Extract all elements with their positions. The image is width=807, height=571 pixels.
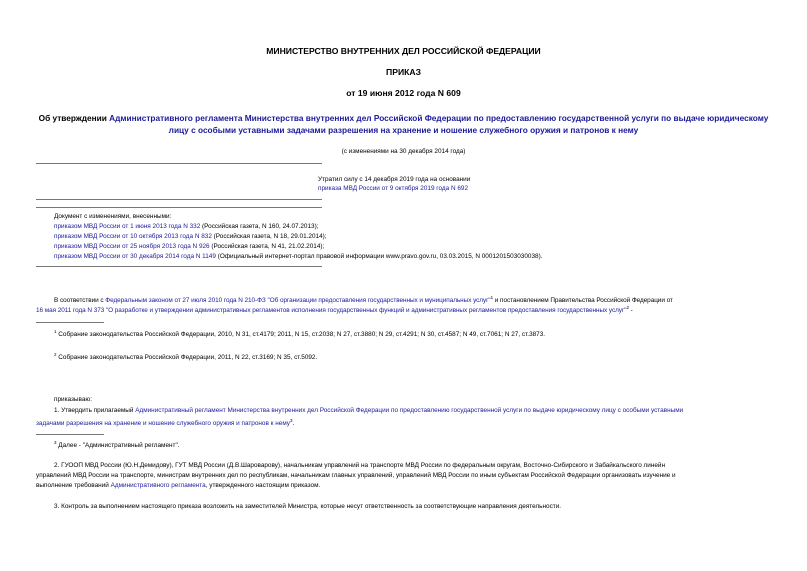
footnote-number: 3	[54, 440, 57, 445]
footnote-text: Собрание законодательства Российской Федерации, 2011, N 22, ст.3169; N 35, ст.5092.	[58, 354, 318, 362]
title-link[interactable]: Административного регламента Министерства внутренних дел Российской Федерации по предоставлению государственной услуги по выдаче юридическому лицу с особыми уставными задачами разрешения на хранение и ношение служебного оружия и патронов к нему	[109, 113, 769, 135]
footnote-3	[54, 438, 180, 450]
footnote-divider	[36, 434, 104, 435]
item-2-start: выполнение требований	[36, 482, 111, 489]
amendment-item	[54, 252, 543, 261]
document-title	[30, 112, 777, 136]
amendment-link[interactable]: приказом МВД России от 30 декабря 2014 года N 1149	[54, 253, 216, 260]
amendment-source: (Российская газета, N 18, 29.01.2014);	[211, 233, 327, 240]
amendment-item	[54, 242, 324, 251]
ministry-heading: МИНИСТЕРСТВО ВНУТРЕННИХ ДЕЛ РОССИЙСКОЙ ФЕДЕРАЦИИ	[266, 46, 541, 56]
item-2-end: , утвержденного настоящим приказом.	[205, 482, 321, 489]
date-number: от 19 июня 2012 года N 609	[346, 88, 461, 98]
doc-type-heading: ПРИКАЗ	[386, 67, 421, 77]
footnote-divider	[36, 322, 104, 323]
regulation-ref-link[interactable]: Административного регламента	[110, 482, 206, 489]
footnote-number: 1	[54, 329, 57, 334]
orders-word: приказываю:	[54, 396, 92, 403]
item-2-line-2: управлений МВД России на транспорте, министрам внутренних дел по республикам, начальникам главных управлений, управлений МВД России по иным субъектам Российской Федерации организовать изучение и	[36, 472, 676, 479]
regulation-link[interactable]: Административный регламент Министерства внутренних дел Российской Федерации по предоставлению государственной услуги по выдаче юридическому лицу с особыми уставными	[135, 407, 684, 414]
footnote-ref[interactable]: 3	[289, 418, 293, 423]
preamble-line-2	[36, 303, 633, 315]
preamble-mid: и постановлением Правительства Российской Федерации от	[493, 297, 673, 305]
divider	[36, 199, 322, 200]
expired-link[interactable]: приказа МВД России от 9 октября 2019 года N 692	[318, 185, 468, 192]
footnote-2	[54, 350, 317, 362]
footnote-text: Далее - "Административный регламент".	[58, 442, 180, 450]
amendment-link[interactable]: приказом МВД России от 10 октября 2013 года N 832	[54, 233, 212, 240]
expired-line: Утратил силу с 14 декабря 2019 года на основании	[318, 176, 471, 183]
preamble-start: В соответствии с	[54, 297, 106, 305]
amendment-source: (Российская газета, N 160, 24.07.2013);	[200, 223, 319, 230]
amendment-item	[54, 222, 318, 231]
footnote-ref[interactable]: 2	[626, 305, 629, 310]
item-1-start: 1. Утвердить прилагаемый	[54, 407, 136, 414]
amendment-link[interactable]: приказом МВД России от 1 июня 2013 года N 332	[54, 223, 201, 230]
footnote-ref[interactable]: 1	[490, 295, 494, 300]
government-decree-link[interactable]: 16 мая 2011 года N 373 "О разработке и утверждении административных регламентов исполнения государственных функций и административных регламентов предоставления государственных услуг"	[36, 307, 627, 315]
item-1-line-2	[36, 416, 294, 428]
amendment-source: (Российская газета, N 41, 21.02.2014);	[209, 243, 325, 250]
federal-law-link[interactable]: Федеральным законом от 27 июля 2010 года N 210-ФЗ "Об организации предоставления государственных и муниципальных услуг"	[105, 297, 491, 305]
divider	[36, 163, 322, 164]
item-1-line-1	[54, 406, 683, 415]
amendment-link[interactable]: приказом МВД России от 25 ноября 2013 года N 926	[54, 243, 210, 250]
footnote-number: 2	[54, 352, 57, 357]
amendment-item	[54, 232, 327, 241]
footnote-text: Собрание законодательства Российской Федерации, 2010, N 31, ст.4179; 2011, N 15, ст.2038; N 27, ст.3880; N 29, ст.4291; N 30, ст.4587; N 49, ст.7061; N 27, ст.3873.	[58, 331, 546, 339]
changes-note: (с изменениями на 30 декабря 2014 года)	[341, 148, 466, 155]
divider	[36, 266, 322, 267]
divider	[36, 207, 322, 208]
item-1-end: .	[292, 420, 295, 428]
amendment-source: (Официальный интернет-портал правовой информации www.pravo.gov.ru, 03.03.2015, N 0001201503030038).	[215, 253, 543, 260]
regulation-link-cont[interactable]: задачами разрешения на хранение и ношение служебного оружия и патронов к нему	[36, 420, 290, 428]
footnote-1	[54, 327, 545, 339]
item-2-line-3	[36, 481, 320, 490]
title-prefix: Об утверждении	[38, 113, 110, 123]
preamble-end: -	[628, 307, 633, 315]
amendments-heading: Документ с изменениями, внесенными:	[54, 213, 172, 220]
item-3: 3. Контроль за выполнением настоящего приказа возложить на заместителей Министра, которые несут ответственность за соответствующие направления деятельности.	[54, 503, 562, 510]
item-2-line-1: 2. ГУООП МВД России (Ю.Н.Демидову), ГУТ МВД России (Д.В.Шароварову), начальникам управлений на транспорте МВД России по федеральным округам, Восточно-Сибирского и Забайкальского линейн	[54, 462, 666, 469]
